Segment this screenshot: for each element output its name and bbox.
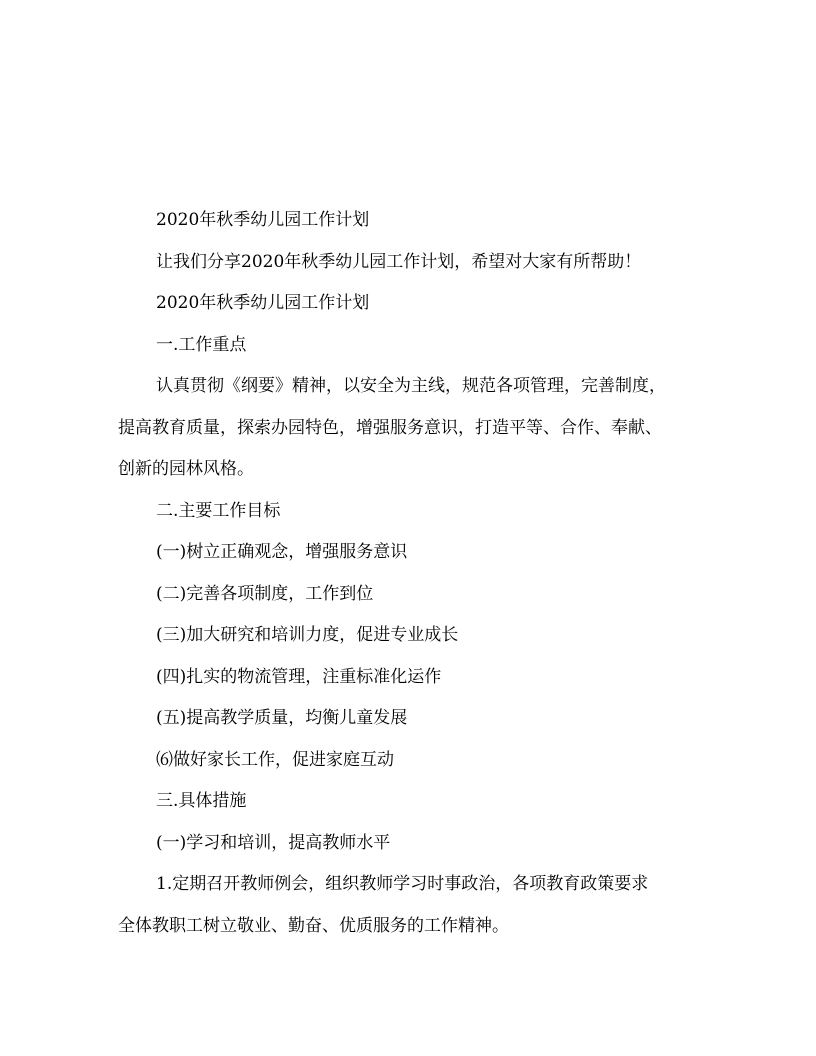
focus-paragraph-line: 认真贯彻《纲要》精神，以安全为主线，规范各项管理，完善制度， [156, 376, 666, 396]
focus-paragraph [118, 366, 698, 491]
document-body [118, 200, 698, 947]
list-item: ⑹做好家长工作，促进家庭互动 [156, 749, 394, 770]
intro-paragraph: 让我们分享2020年秋季幼儿园工作计划，希望对大家有所帮助！ [156, 251, 642, 272]
focus-paragraph-line: 提高教育质量，探索办园特色，增强服务意识，打造平等、合作、奉献、 [118, 417, 662, 438]
list-item: (三)加大研究和培训力度，促进专业成长 [156, 625, 459, 645]
training-paragraph-line: 1.定期召开教师例会，组织教师学习时事政治，各项教育政策要求 [156, 874, 649, 894]
section-heading-measures: 三.具体措施 [156, 791, 247, 811]
document-title: 2020年秋季幼儿园工作计划 [156, 210, 370, 230]
training-paragraph [118, 864, 698, 947]
document-subtitle: 2020年秋季幼儿园工作计划 [156, 293, 370, 313]
goals-list [118, 532, 698, 781]
training-paragraph-line: 全体教职工树立敬业、勤奋、优质服务的工作精神。 [118, 915, 509, 936]
focus-paragraph-line: 创新的园林风格。 [118, 459, 254, 479]
subsection-heading-training: (一)学习和培训，提高教师水平 [156, 832, 391, 853]
section-heading-goals: 二.主要工作目标 [156, 500, 281, 521]
list-item: (二)完善各项制度，工作到位 [156, 583, 374, 604]
list-item: (一)树立正确观念，增强服务意识 [156, 542, 408, 562]
list-item: (五)提高教学质量，均衡儿童发展 [156, 708, 408, 728]
list-item: (四)扎实的物流管理，注重标准化运作 [156, 666, 442, 687]
section-heading-focus: 一.工作重点 [156, 334, 247, 355]
